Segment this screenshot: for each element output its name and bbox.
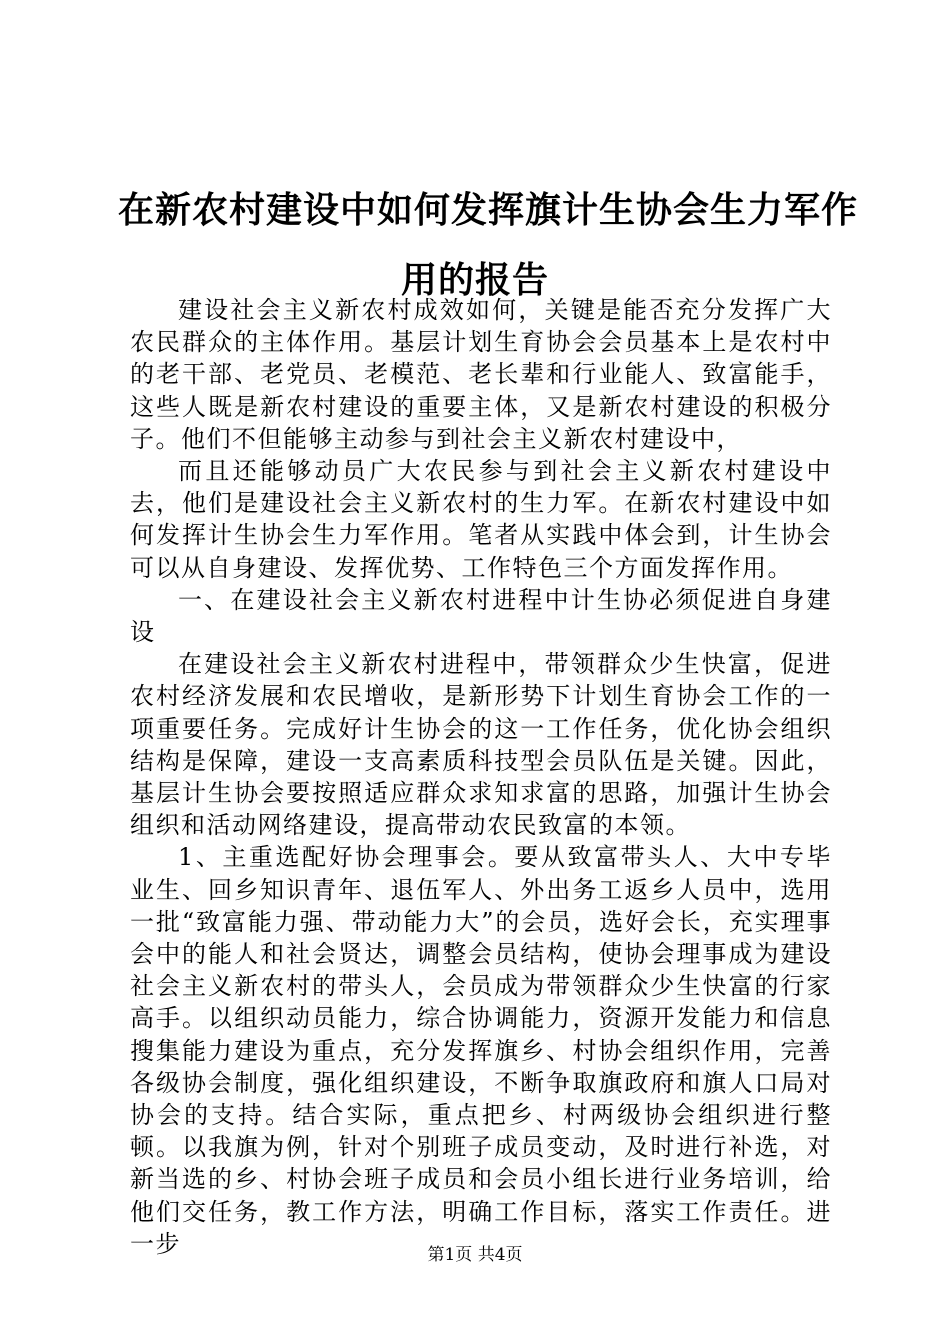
document-title-line-2: 用的报告 [400, 260, 549, 301]
section-heading-1: 一、在建设社会主义新农村进程中计生协必须促进自身建设 [130, 585, 832, 647]
paragraph-role: 而且还能够动员广大农民参与到社会主义新农村建设中去，他们是建设社会主义新农村的生力军。在新农村建设中如何发挥计生协会生力军作用。笔者从实践中体会到，计生协会可以从自身建设、发挥优势、工作特色三个方面发挥作用。 [130, 457, 832, 582]
paragraph-item-1: 1、主重选配好协会理事会。要从致富带头人、大中专毕业生、回乡知识青年、退伍军人、外出务工返乡人员中，选用一批“致富能力强、带动能力大”的会员，选好会长，充实理事会中的能人和社会贤达，调整会员结构，使协会理事成为建设社会主义新农村的带头人，会员成为带领群众少生快富的行家高手。以组织动员能力，综合协调能力，资源开发能力和信息搜集能力建设为重点，充分发挥旗乡、村协会组织作用，完善各级协会制度，强化组织建设，不断争取旗政府和旗人口局对协会的支持。结合实际，重点把乡、村两级协会组织进行整顿。以我旗为例，针对个别班子成员变动，及时进行补选，对新当选的乡、村协会班子成员和会员小组长进行业务培训，给他们交任务，教工作方法，明确工作目标，落实工作责任。进一步 [130, 843, 832, 1258]
page-footer: 第1页 共4页 [427, 1245, 523, 1265]
paragraph-section-1: 在建设社会主义新农村进程中，带领群众少生快富，促进农村经济发展和农民增收，是新形势下计划生育协会工作的一项重要任务。完成好计生协会的这一工作任务，优化协会组织结构是保障，建设一支高素质科技型会员队伍是关键。因此，基层计生协会要按照适应群众求知求富的思路，加强计生协会组织和活动网络建设，提高带动农民致富的本领。 [130, 650, 832, 840]
document-title-line-1: 在新农村建设中如何发挥旗计生协会生力军作 [118, 190, 859, 231]
paragraph-intro: 建设社会主义新农村成效如何，关键是能否充分发挥广大农民群众的主体作用。基层计划生育协会会员基本上是农村中的老干部、老党员、老模范、老长辈和行业能人、致富能手，这些人既是新农村建设的重要主体，又是新农村建设的积极分子。他们不但能够主动参与到社会主义新农村建设中， [130, 296, 832, 453]
document-body [130, 294, 832, 1260]
